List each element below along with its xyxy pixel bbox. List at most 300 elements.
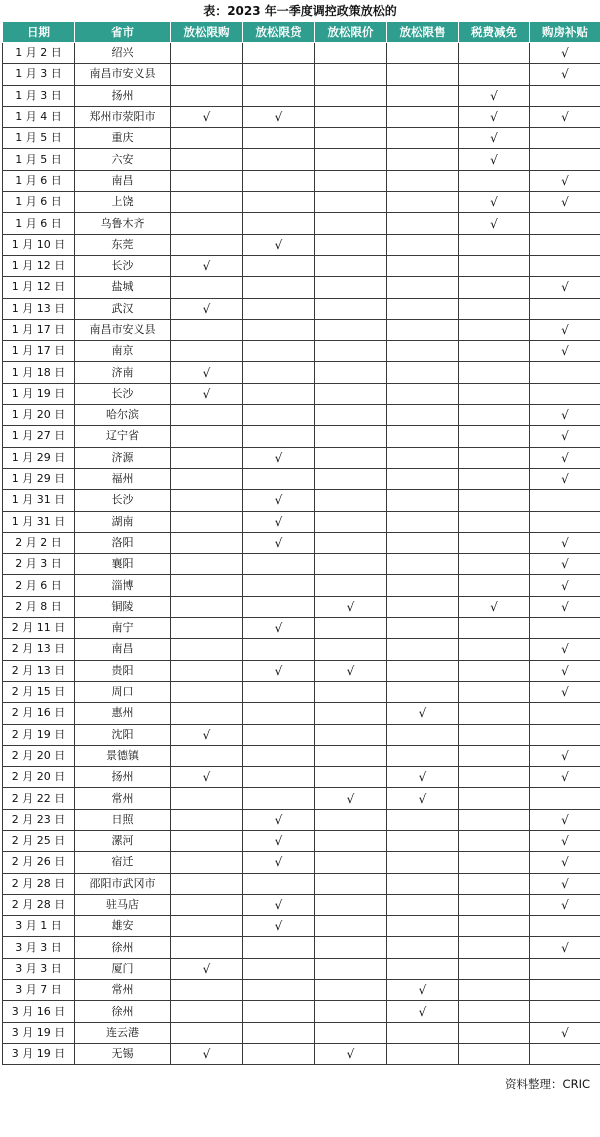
table-row <box>3 830 600 851</box>
empty-cell <box>387 1043 459 1064</box>
check-mark-cell: √ <box>530 43 600 64</box>
check-mark-cell: √ <box>530 660 600 681</box>
table-row <box>3 298 600 319</box>
empty-cell <box>171 980 243 1001</box>
empty-cell <box>171 234 243 255</box>
empty-cell <box>530 490 600 511</box>
empty-cell <box>243 405 315 426</box>
table-row <box>3 980 600 1001</box>
empty-cell <box>315 618 387 639</box>
empty-cell <box>315 405 387 426</box>
empty-cell <box>459 788 530 809</box>
empty-cell <box>459 468 530 489</box>
cell-city: 南昌市安义县 <box>75 64 171 85</box>
cell-date: 1 月 31 日 <box>3 511 75 532</box>
cell-city: 无锡 <box>75 1043 171 1064</box>
empty-cell <box>387 341 459 362</box>
empty-cell <box>171 745 243 766</box>
table-row <box>3 724 600 745</box>
empty-cell <box>459 532 530 553</box>
check-mark-cell: √ <box>530 405 600 426</box>
empty-cell <box>459 575 530 596</box>
check-mark-cell: √ <box>459 106 530 127</box>
cell-date: 3 月 19 日 <box>3 1043 75 1064</box>
cell-date: 1 月 3 日 <box>3 64 75 85</box>
cell-date: 2 月 16 日 <box>3 703 75 724</box>
table-row <box>3 213 600 234</box>
check-mark-cell: √ <box>530 319 600 340</box>
empty-cell <box>387 639 459 660</box>
empty-cell <box>171 149 243 170</box>
check-mark-cell: √ <box>530 468 600 489</box>
cell-date: 2 月 28 日 <box>3 873 75 894</box>
cell-city: 洛阳 <box>75 532 171 553</box>
cell-date: 1 月 5 日 <box>3 149 75 170</box>
empty-cell <box>315 319 387 340</box>
cell-date: 3 月 1 日 <box>3 916 75 937</box>
cell-date: 1 月 20 日 <box>3 405 75 426</box>
col-header-sale-limit: 放松限售 <box>387 22 459 43</box>
cell-date: 1 月 12 日 <box>3 277 75 298</box>
empty-cell <box>387 532 459 553</box>
empty-cell <box>315 852 387 873</box>
table-row <box>3 767 600 788</box>
table-row <box>3 1022 600 1043</box>
empty-cell <box>387 745 459 766</box>
col-header-loan-limit: 放松限贷 <box>243 22 315 43</box>
table-row <box>3 511 600 532</box>
empty-cell <box>530 383 600 404</box>
cell-city: 郑州市荥阳市 <box>75 106 171 127</box>
cell-city: 上饶 <box>75 192 171 213</box>
col-header-purchase-limit: 放松限购 <box>171 22 243 43</box>
table-row <box>3 383 600 404</box>
empty-cell <box>315 830 387 851</box>
empty-cell <box>459 809 530 830</box>
check-mark-cell: √ <box>459 128 530 149</box>
empty-cell <box>315 575 387 596</box>
empty-cell <box>387 319 459 340</box>
check-mark-cell: √ <box>243 830 315 851</box>
empty-cell <box>243 724 315 745</box>
empty-cell <box>243 277 315 298</box>
cell-city: 沈阳 <box>75 724 171 745</box>
empty-cell <box>171 277 243 298</box>
empty-cell <box>315 958 387 979</box>
check-mark-cell: √ <box>459 192 530 213</box>
empty-cell <box>459 724 530 745</box>
empty-cell <box>459 255 530 276</box>
table-body <box>3 43 600 1065</box>
empty-cell <box>459 426 530 447</box>
empty-cell <box>171 43 243 64</box>
empty-cell <box>243 468 315 489</box>
check-mark-cell: √ <box>243 660 315 681</box>
empty-cell <box>243 745 315 766</box>
table-row <box>3 745 600 766</box>
cell-date: 1 月 29 日 <box>3 468 75 489</box>
cell-date: 3 月 19 日 <box>3 1022 75 1043</box>
check-mark-cell: √ <box>171 724 243 745</box>
cell-date: 2 月 13 日 <box>3 639 75 660</box>
empty-cell <box>315 426 387 447</box>
empty-cell <box>459 298 530 319</box>
table-row <box>3 106 600 127</box>
check-mark-cell: √ <box>315 660 387 681</box>
table-row <box>3 1043 600 1064</box>
empty-cell <box>243 937 315 958</box>
check-mark-cell: √ <box>530 1022 600 1043</box>
table-row <box>3 788 600 809</box>
cell-date: 1 月 5 日 <box>3 128 75 149</box>
empty-cell <box>171 639 243 660</box>
cell-date: 2 月 22 日 <box>3 788 75 809</box>
check-mark-cell: √ <box>171 1043 243 1064</box>
empty-cell <box>315 341 387 362</box>
empty-cell <box>315 980 387 1001</box>
empty-cell <box>530 980 600 1001</box>
cell-date: 1 月 29 日 <box>3 447 75 468</box>
empty-cell <box>459 511 530 532</box>
cell-city: 雄安 <box>75 916 171 937</box>
cell-date: 1 月 10 日 <box>3 234 75 255</box>
cell-city: 南昌 <box>75 170 171 191</box>
empty-cell <box>459 341 530 362</box>
empty-cell <box>459 958 530 979</box>
table-row <box>3 916 600 937</box>
empty-cell <box>243 128 315 149</box>
empty-cell <box>459 43 530 64</box>
table-row <box>3 43 600 64</box>
empty-cell <box>243 596 315 617</box>
empty-cell <box>387 106 459 127</box>
empty-cell <box>387 192 459 213</box>
col-header-date: 日期 <box>3 22 75 43</box>
empty-cell <box>459 554 530 575</box>
empty-cell <box>459 319 530 340</box>
empty-cell <box>459 660 530 681</box>
cell-city: 福州 <box>75 468 171 489</box>
cell-date: 2 月 3 日 <box>3 554 75 575</box>
check-mark-cell: √ <box>530 170 600 191</box>
empty-cell <box>315 447 387 468</box>
table-row <box>3 341 600 362</box>
cell-city: 驻马店 <box>75 894 171 915</box>
empty-cell <box>171 873 243 894</box>
check-mark-cell: √ <box>243 532 315 553</box>
empty-cell <box>171 170 243 191</box>
cell-city: 宿迁 <box>75 852 171 873</box>
empty-cell <box>171 916 243 937</box>
empty-cell <box>243 255 315 276</box>
cell-date: 1 月 2 日 <box>3 43 75 64</box>
empty-cell <box>315 745 387 766</box>
empty-cell <box>387 618 459 639</box>
empty-cell <box>171 511 243 532</box>
empty-cell <box>459 490 530 511</box>
empty-cell <box>459 639 530 660</box>
empty-cell <box>171 703 243 724</box>
empty-cell <box>243 873 315 894</box>
check-mark-cell: √ <box>171 106 243 127</box>
empty-cell <box>530 149 600 170</box>
empty-cell <box>315 490 387 511</box>
cell-city: 淄博 <box>75 575 171 596</box>
empty-cell <box>315 1001 387 1022</box>
empty-cell <box>459 277 530 298</box>
empty-cell <box>459 937 530 958</box>
empty-cell <box>171 128 243 149</box>
check-mark-cell: √ <box>387 767 459 788</box>
empty-cell <box>243 703 315 724</box>
empty-cell <box>530 618 600 639</box>
cell-date: 2 月 19 日 <box>3 724 75 745</box>
check-mark-cell: √ <box>530 426 600 447</box>
empty-cell <box>243 192 315 213</box>
check-mark-cell: √ <box>530 873 600 894</box>
cell-city: 乌鲁木齐 <box>75 213 171 234</box>
check-mark-cell: √ <box>459 213 530 234</box>
cell-date: 1 月 31 日 <box>3 490 75 511</box>
empty-cell <box>243 767 315 788</box>
empty-cell <box>315 681 387 702</box>
empty-cell <box>387 852 459 873</box>
empty-cell <box>459 405 530 426</box>
empty-cell <box>171 894 243 915</box>
empty-cell <box>459 618 530 639</box>
empty-cell <box>530 213 600 234</box>
check-mark-cell: √ <box>243 618 315 639</box>
cell-date: 1 月 19 日 <box>3 383 75 404</box>
empty-cell <box>315 192 387 213</box>
empty-cell <box>459 873 530 894</box>
cell-date: 2 月 20 日 <box>3 767 75 788</box>
empty-cell <box>387 85 459 106</box>
empty-cell <box>315 213 387 234</box>
empty-cell <box>315 277 387 298</box>
cell-date: 1 月 6 日 <box>3 170 75 191</box>
table-row <box>3 532 600 553</box>
empty-cell <box>387 937 459 958</box>
cell-date: 2 月 25 日 <box>3 830 75 851</box>
empty-cell <box>387 830 459 851</box>
empty-cell <box>315 170 387 191</box>
cell-city: 厦门 <box>75 958 171 979</box>
empty-cell <box>387 277 459 298</box>
check-mark-cell: √ <box>530 894 600 915</box>
empty-cell <box>243 149 315 170</box>
empty-cell <box>243 980 315 1001</box>
empty-cell <box>171 1022 243 1043</box>
check-mark-cell: √ <box>530 809 600 830</box>
empty-cell <box>243 1001 315 1022</box>
check-mark-cell: √ <box>243 234 315 255</box>
cell-date: 2 月 13 日 <box>3 660 75 681</box>
table-row <box>3 660 600 681</box>
empty-cell <box>315 106 387 127</box>
empty-cell <box>315 937 387 958</box>
cell-date: 1 月 6 日 <box>3 213 75 234</box>
empty-cell <box>530 362 600 383</box>
cell-date: 2 月 15 日 <box>3 681 75 702</box>
empty-cell <box>315 64 387 85</box>
policy-table <box>2 21 600 1065</box>
table-row <box>3 128 600 149</box>
table-row <box>3 1001 600 1022</box>
cell-date: 2 月 23 日 <box>3 809 75 830</box>
empty-cell <box>387 43 459 64</box>
empty-cell <box>387 128 459 149</box>
empty-cell <box>459 1022 530 1043</box>
empty-cell <box>243 341 315 362</box>
empty-cell <box>315 511 387 532</box>
cell-city: 景德镇 <box>75 745 171 766</box>
col-header-city: 省市 <box>75 22 171 43</box>
table-row <box>3 447 600 468</box>
empty-cell <box>459 745 530 766</box>
empty-cell <box>243 298 315 319</box>
empty-cell <box>315 724 387 745</box>
table-row <box>3 362 600 383</box>
empty-cell <box>315 1022 387 1043</box>
check-mark-cell: √ <box>315 1043 387 1064</box>
cell-city: 重庆 <box>75 128 171 149</box>
empty-cell <box>315 809 387 830</box>
check-mark-cell: √ <box>171 383 243 404</box>
empty-cell <box>459 64 530 85</box>
cell-date: 2 月 20 日 <box>3 745 75 766</box>
cell-city: 长沙 <box>75 255 171 276</box>
empty-cell <box>530 85 600 106</box>
table-row <box>3 319 600 340</box>
empty-cell <box>530 255 600 276</box>
empty-cell <box>243 681 315 702</box>
check-mark-cell: √ <box>530 106 600 127</box>
check-mark-cell: √ <box>459 85 530 106</box>
table-row <box>3 255 600 276</box>
cell-city: 辽宁省 <box>75 426 171 447</box>
empty-cell <box>171 213 243 234</box>
empty-cell <box>387 894 459 915</box>
empty-cell <box>171 64 243 85</box>
cell-city: 绍兴 <box>75 43 171 64</box>
empty-cell <box>315 916 387 937</box>
empty-cell <box>171 830 243 851</box>
check-mark-cell: √ <box>530 64 600 85</box>
empty-cell <box>530 1001 600 1022</box>
empty-cell <box>530 234 600 255</box>
empty-cell <box>243 362 315 383</box>
cell-date: 2 月 2 日 <box>3 532 75 553</box>
empty-cell <box>387 234 459 255</box>
check-mark-cell: √ <box>243 852 315 873</box>
empty-cell <box>387 681 459 702</box>
source-note: 资料整理：CRIC <box>505 1077 590 1091</box>
empty-cell <box>171 618 243 639</box>
empty-cell <box>459 681 530 702</box>
empty-cell <box>530 724 600 745</box>
table-row <box>3 554 600 575</box>
empty-cell <box>387 447 459 468</box>
cell-date: 2 月 8 日 <box>3 596 75 617</box>
cell-city: 济南 <box>75 362 171 383</box>
cell-date: 2 月 28 日 <box>3 894 75 915</box>
empty-cell <box>459 383 530 404</box>
empty-cell <box>171 490 243 511</box>
check-mark-cell: √ <box>530 277 600 298</box>
cell-date: 3 月 7 日 <box>3 980 75 1001</box>
check-mark-cell: √ <box>171 362 243 383</box>
cell-city: 连云港 <box>75 1022 171 1043</box>
cell-date: 1 月 12 日 <box>3 255 75 276</box>
empty-cell <box>315 767 387 788</box>
cell-city: 武汉 <box>75 298 171 319</box>
check-mark-cell: √ <box>530 852 600 873</box>
empty-cell <box>315 255 387 276</box>
empty-cell <box>315 298 387 319</box>
empty-cell <box>387 809 459 830</box>
table-row <box>3 149 600 170</box>
table-header-row <box>3 22 600 43</box>
cell-city: 济源 <box>75 447 171 468</box>
cell-city: 徐州 <box>75 937 171 958</box>
cell-date: 3 月 16 日 <box>3 1001 75 1022</box>
check-mark-cell: √ <box>459 149 530 170</box>
empty-cell <box>171 532 243 553</box>
empty-cell <box>459 447 530 468</box>
empty-cell <box>387 575 459 596</box>
empty-cell <box>459 1001 530 1022</box>
cell-city: 常州 <box>75 788 171 809</box>
empty-cell <box>243 958 315 979</box>
check-mark-cell: √ <box>530 937 600 958</box>
check-mark-cell: √ <box>243 447 315 468</box>
empty-cell <box>315 532 387 553</box>
empty-cell <box>243 319 315 340</box>
empty-cell <box>315 234 387 255</box>
empty-cell <box>171 852 243 873</box>
cell-date: 2 月 6 日 <box>3 575 75 596</box>
table-row <box>3 234 600 255</box>
table-row <box>3 596 600 617</box>
table-row <box>3 937 600 958</box>
check-mark-cell: √ <box>530 681 600 702</box>
empty-cell <box>315 128 387 149</box>
cell-city: 南宁 <box>75 618 171 639</box>
cell-city: 湖南 <box>75 511 171 532</box>
empty-cell <box>315 85 387 106</box>
cell-city: 日照 <box>75 809 171 830</box>
empty-cell <box>171 681 243 702</box>
empty-cell <box>171 660 243 681</box>
cell-date: 1 月 27 日 <box>3 426 75 447</box>
cell-date: 1 月 17 日 <box>3 319 75 340</box>
table-row <box>3 958 600 979</box>
empty-cell <box>171 341 243 362</box>
table-row <box>3 170 600 191</box>
cell-date: 1 月 17 日 <box>3 341 75 362</box>
table-row <box>3 575 600 596</box>
empty-cell <box>459 767 530 788</box>
table-row <box>3 468 600 489</box>
empty-cell <box>243 64 315 85</box>
empty-cell <box>315 703 387 724</box>
empty-cell <box>387 554 459 575</box>
empty-cell <box>387 170 459 191</box>
check-mark-cell: √ <box>530 192 600 213</box>
check-mark-cell: √ <box>243 916 315 937</box>
empty-cell <box>315 639 387 660</box>
